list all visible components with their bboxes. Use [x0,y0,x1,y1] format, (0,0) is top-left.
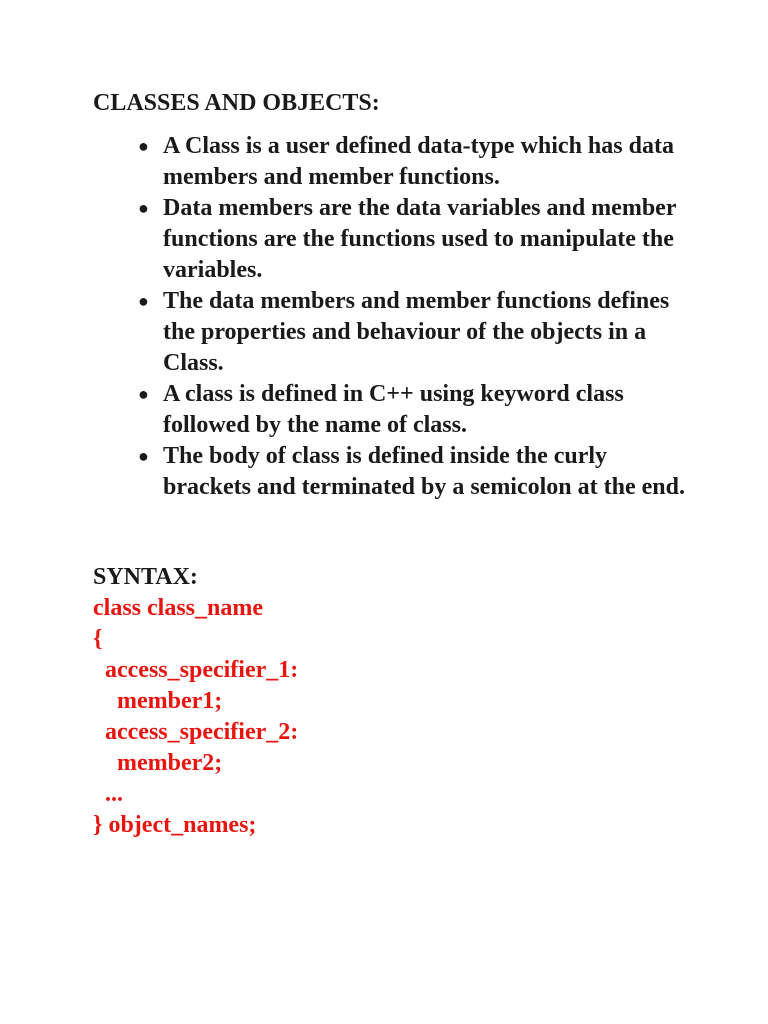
code-line: class class_name [93,595,263,621]
list-item [134,193,694,286]
list-item [134,379,694,441]
bullet-text: A class is defined in C++ using keyword class followed by the name of class. [163,381,624,438]
bullet-icon: ● [138,384,149,404]
bullet-icon: ● [138,198,149,218]
bullet-icon: ● [138,446,149,466]
bullet-text: A Class is a user defined data-type which has data members and member functions. [163,133,674,190]
code-line: access_specifier_1: [93,657,299,683]
bullet-text: Data members are the data variables and member functions are the functions used to manipulate the variables. [163,195,677,283]
code-line: } object_names; [93,812,257,838]
bullet-icon: ● [138,136,149,156]
section-heading: CLASSES AND OBJECTS: [93,90,380,116]
list-item [134,441,694,503]
code-line: member2; [93,750,223,776]
bullet-text: The body of class is defined inside the curly brackets and terminated by a semicolon at the end. [163,443,685,500]
bullet-list [134,131,694,503]
syntax-heading: SYNTAX: [93,564,198,590]
bullet-text: The data members and member functions defines the properties and behaviour of the objects in a Class. [163,288,670,376]
list-item [134,131,694,193]
list-item [134,286,694,379]
code-line: member1; [93,688,223,714]
bullet-icon: ● [138,291,149,311]
code-block [93,593,298,841]
code-line: access_specifier_2: [93,719,299,745]
code-line: ... [93,781,123,807]
code-line: { [93,626,103,652]
